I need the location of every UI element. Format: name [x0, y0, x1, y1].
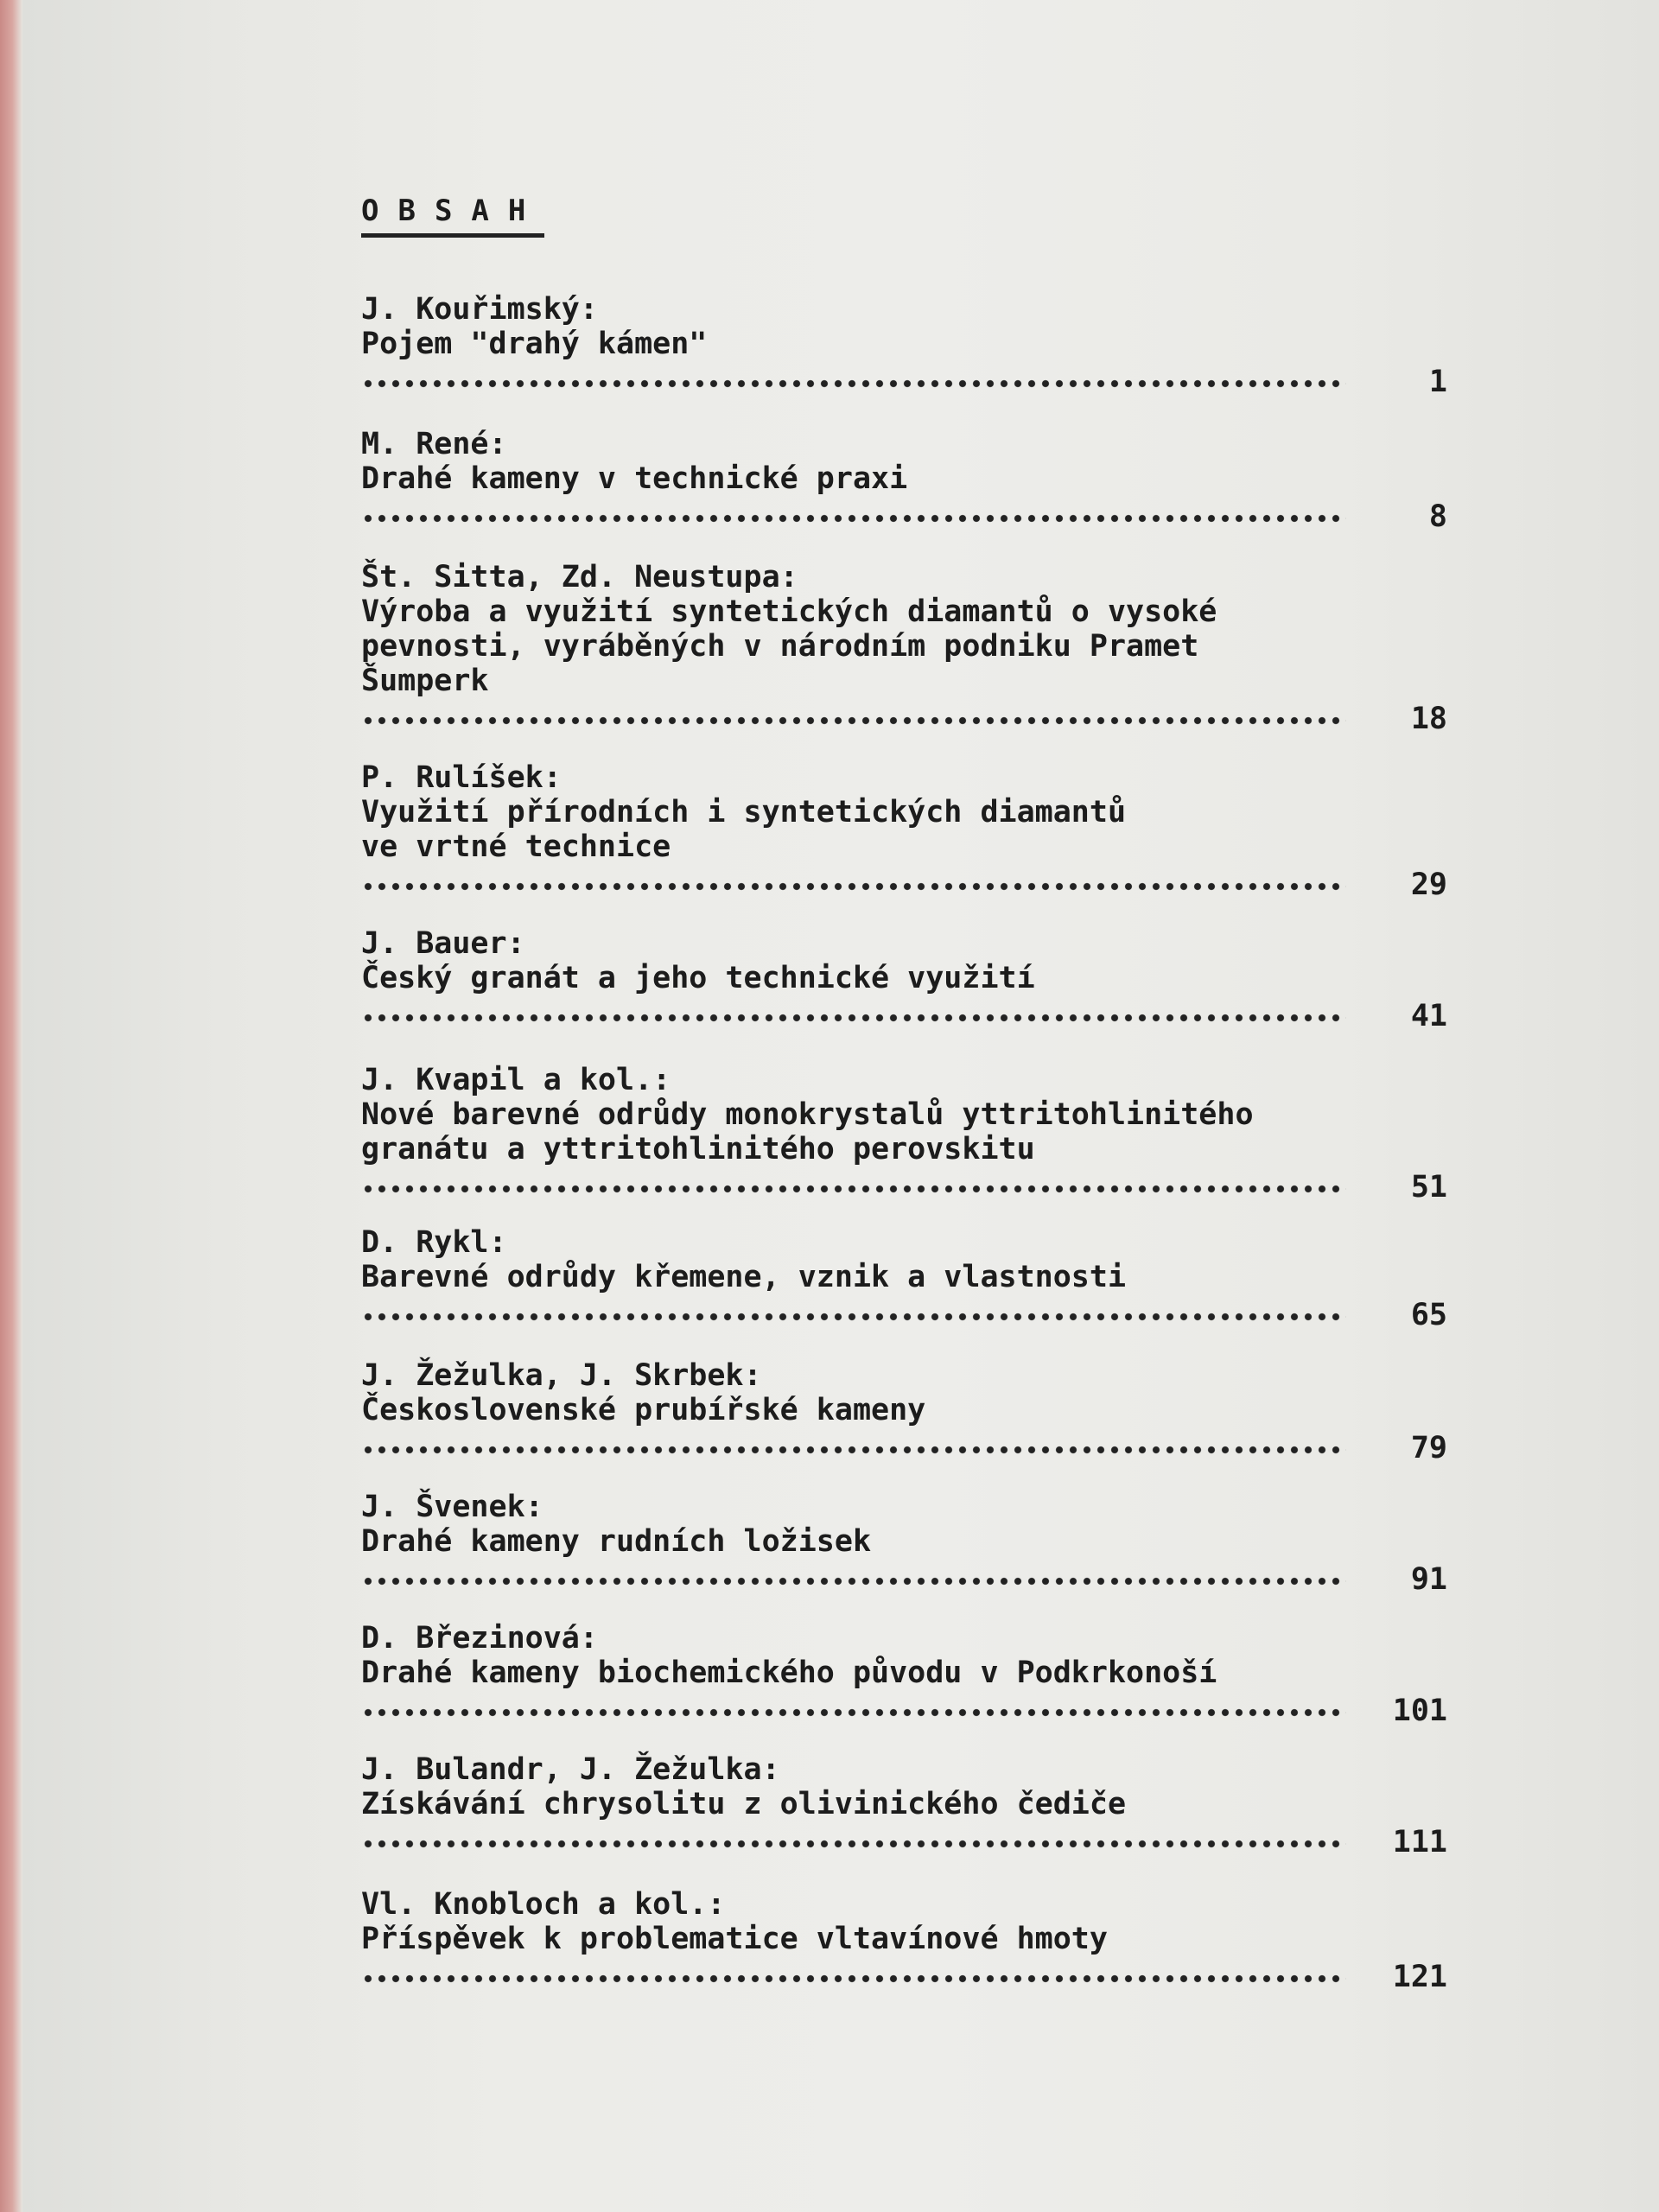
entry-title: Drahé kameny biochemického původu v Podkrkonoší [361, 1656, 1217, 1690]
entry-page-number: 111 [1392, 1825, 1447, 1859]
entry-page-number: 79 [1410, 1431, 1447, 1465]
dot-leader [361, 1576, 1346, 1586]
entry-page-number: 121 [1392, 1960, 1447, 1994]
toc-entry [361, 427, 1463, 536]
leader-row [361, 868, 1463, 904]
entry-author: M. René: [361, 427, 507, 461]
leader-row [361, 1298, 1463, 1334]
leader-row [361, 702, 1463, 738]
toc-entry [361, 1621, 1463, 1730]
entry-title: Získávání chrysolitu z olivinického čediče [361, 1787, 1127, 1821]
entry-title: Drahé kameny v technické praxi [361, 461, 908, 496]
entry-title: Pojem "drahý kámen" [361, 327, 708, 361]
entry-title: Šumperk [361, 664, 489, 698]
leader-row [361, 1562, 1463, 1599]
entry-page-number: 8 [1428, 499, 1447, 534]
leader-row [361, 1431, 1463, 1467]
entry-author: D. Rykl: [361, 1225, 507, 1260]
entry-title: Barevné odrůdy křemene, vznik a vlastnosti [361, 1260, 1127, 1294]
entry-title: Výroba a využití syntetických diamantů o vysoké [361, 594, 1217, 629]
toc-entry [361, 292, 1463, 401]
document-page [22, 0, 1659, 2212]
entry-page-number: 18 [1410, 702, 1447, 736]
entry-page-number: 29 [1410, 868, 1447, 902]
entry-title: Nové barevné odrůdy monokrystalů yttritohlinitého [361, 1097, 1254, 1132]
dot-leader [361, 1974, 1346, 1984]
entry-page-number: 65 [1410, 1298, 1447, 1332]
toc-entry [361, 760, 1463, 904]
dot-leader [361, 715, 1346, 726]
entry-author: D. Březinová: [361, 1621, 598, 1656]
entry-author: J. Švenek: [361, 1490, 543, 1524]
entry-title: pevnosti, vyráběných v národním podniku Pramet [361, 629, 1199, 664]
dot-leader [361, 1445, 1346, 1455]
leader-row [361, 1825, 1463, 1861]
dot-leader [361, 1707, 1346, 1718]
leader-row [361, 1170, 1463, 1206]
toc-entry [361, 926, 1463, 1035]
entry-author: J. Bauer: [361, 926, 525, 961]
leader-row [361, 499, 1463, 536]
entry-title: Využití přírodních i syntetických diamantů [361, 795, 1127, 830]
dot-leader [361, 881, 1346, 892]
entry-author: J. Bulandr, J. Žežulka: [361, 1752, 780, 1787]
contents-heading: OBSAH [361, 192, 544, 238]
entry-title: Příspěvek k problematice vltavínové hmoty [361, 1922, 1108, 1956]
leader-row [361, 1960, 1463, 1996]
entry-title: granátu a yttritohlinitého perovskitu [361, 1132, 1035, 1166]
binding-edge [0, 0, 22, 2212]
leader-row [361, 1694, 1463, 1730]
entry-title: ve vrtné technice [361, 830, 671, 864]
entry-title: Československé prubířské kameny [361, 1393, 926, 1427]
toc-entry [361, 1887, 1463, 1996]
dot-leader [361, 1184, 1346, 1194]
entry-page-number: 1 [1428, 365, 1447, 399]
leader-row [361, 999, 1463, 1035]
dot-leader [361, 1312, 1346, 1322]
entry-author: P. Rulíšek: [361, 760, 562, 795]
entry-title: Český granát a jeho technické využití [361, 961, 1035, 995]
toc-entry [361, 1490, 1463, 1599]
entry-author: Vl. Knobloch a kol.: [361, 1887, 726, 1922]
toc-entry [361, 1752, 1463, 1861]
toc-entry [361, 1063, 1463, 1206]
dot-leader [361, 1013, 1346, 1023]
dot-leader [361, 378, 1346, 389]
entry-page-number: 91 [1410, 1562, 1447, 1597]
dot-leader [361, 1839, 1346, 1849]
entry-page-number: 41 [1410, 999, 1447, 1033]
toc-entry [361, 1225, 1463, 1334]
entry-title: Drahé kameny rudních ložisek [361, 1524, 872, 1559]
entry-author: J. Kouřimský: [361, 292, 598, 327]
entry-author: J. Kvapil a kol.: [361, 1063, 671, 1097]
dot-leader [361, 513, 1346, 524]
entry-page-number: 51 [1410, 1170, 1447, 1205]
toc-entry [361, 1358, 1463, 1467]
leader-row [361, 365, 1463, 401]
entry-page-number: 101 [1392, 1694, 1447, 1728]
entry-author: J. Žežulka, J. Skrbek: [361, 1358, 762, 1393]
entry-author: Št. Sitta, Zd. Neustupa: [361, 560, 798, 594]
toc-entry [361, 560, 1463, 738]
